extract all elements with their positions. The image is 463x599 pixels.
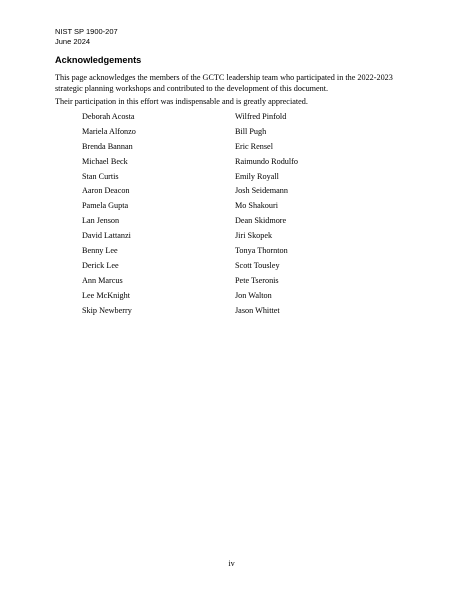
member-name: Brenda Bannan (82, 141, 133, 151)
member-name: Stan Curtis (82, 171, 119, 181)
member-name: Aaron Deacon (82, 186, 130, 196)
member-name: Wilfred Pinfold (235, 112, 287, 121)
member-name: Tonya Thornton (235, 246, 288, 256)
member-name: Ann Marcus (82, 275, 123, 285)
thanks-paragraph: Their participation in this effort was indispensable and is greatly appreciated. (55, 97, 308, 106)
member-name: Lee McKnight (82, 290, 130, 300)
member-name: Scott Tousley (235, 260, 280, 270)
member-name: Josh Seidemann (235, 186, 288, 196)
member-name: Skip Newberry (82, 305, 132, 315)
member-name: Michael Beck (82, 156, 128, 166)
section-heading: Acknowledgements (55, 55, 142, 65)
member-name: Pamela Gupta (82, 201, 129, 211)
member-name: Pete Tseronis (235, 275, 279, 285)
member-name: Derick Lee (82, 260, 119, 270)
member-name: Jon Walton (235, 290, 272, 300)
page-number: iv (228, 559, 235, 568)
intro-line: This page acknowledges the members of the GCTC leadership team who participated in the 2022-2023 (55, 73, 393, 82)
member-name: Mo Shakouri (235, 201, 278, 211)
member-name: Jason Whittet (235, 305, 280, 315)
member-name: Emily Royall (235, 171, 279, 181)
page-header (55, 27, 118, 47)
member-name: Eric Rensel (235, 141, 273, 151)
names-column-right (235, 112, 298, 320)
member-name: Lan Jenson (82, 216, 120, 226)
intro-paragraph (55, 73, 395, 94)
document-id: NIST SP 1900-207 (55, 27, 118, 36)
member-name: David Lattanzi (82, 231, 131, 241)
member-name: Deborah Acosta (82, 112, 135, 121)
member-name: Mariela Alfonzo (82, 126, 136, 136)
member-name: Dean Skidmore (235, 216, 287, 226)
member-name: Benny Lee (82, 246, 118, 256)
member-name: Bill Pugh (235, 126, 267, 136)
intro-line: strategic planning workshops and contributed to the development of this document. (55, 83, 329, 93)
member-name: Raimundo Rodulfo (235, 156, 298, 166)
member-name: Jiri Skopek (235, 231, 273, 241)
names-column-left (82, 112, 136, 320)
document-date: June 2024 (55, 37, 91, 46)
